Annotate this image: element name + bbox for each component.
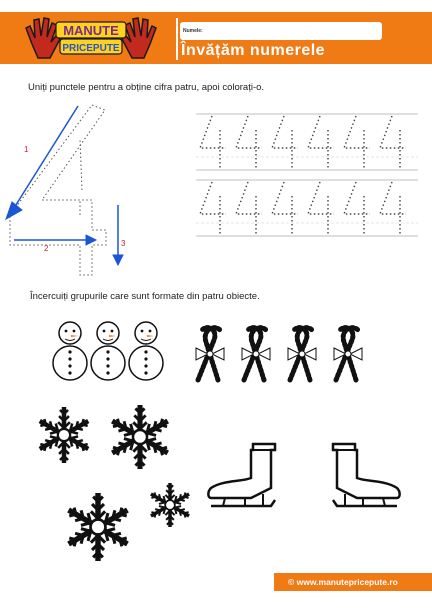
trace-digit [344,182,370,234]
arrow-1 [6,106,78,219]
snowman [91,322,125,380]
instruction-connect-dots: Uniți punctele pentru a obține cifra patru, apoi colorați-o. [28,82,265,93]
arrow-2 [14,235,96,245]
trace-digit [380,182,406,234]
snowflake-group[interactable] [36,405,196,565]
step-label-1: 1 [24,145,29,154]
candy-cane-group[interactable] [188,318,368,388]
snowflake [65,493,131,561]
header-divider [176,18,178,60]
trace-digit [272,116,298,168]
trace-digit [380,116,406,168]
snowman [129,322,163,380]
instruction-circle-groups: Încercuiți grupurile care sunt formate din patru obiecte. [30,291,260,302]
candy-cane [242,328,270,380]
step-label-3: 3 [121,239,126,248]
trace-digit [236,182,262,234]
left-hand-icon [26,18,60,58]
trace-digit [308,116,334,168]
candy-cane [196,328,224,380]
trace-digit [200,182,226,234]
trace-digit [344,116,370,168]
snowman-group[interactable] [48,320,168,390]
trace-digit [236,116,262,168]
trace-digit [200,116,226,168]
snowflake [37,407,91,463]
arrow-3 [113,205,123,265]
footer-bar [274,573,432,591]
logo [16,14,166,62]
ice-skate [333,444,400,506]
footer-link[interactable]: © www.manutepricepute.ro [288,577,398,587]
snowflake [149,483,192,527]
ice-skate [208,444,275,506]
snowman [53,322,87,380]
page-title: Învățăm numerele [181,42,326,59]
svg-text:MANUTE: MANUTE [63,23,119,38]
tracing-practice-area[interactable] [196,110,418,250]
name-label: Numele: [183,28,203,34]
svg-text:PRICEPUTE: PRICEPUTE [62,43,120,54]
candy-cane [334,328,362,380]
right-hand-icon [122,18,156,58]
name-field[interactable] [180,22,382,40]
ice-skate-group[interactable] [205,440,405,520]
trace-digit [272,182,298,234]
step-label-2: 2 [44,244,49,253]
candy-cane [288,328,316,380]
dot-to-dot-four[interactable] [0,100,140,300]
snowflake [109,405,171,469]
trace-digit [308,182,334,234]
